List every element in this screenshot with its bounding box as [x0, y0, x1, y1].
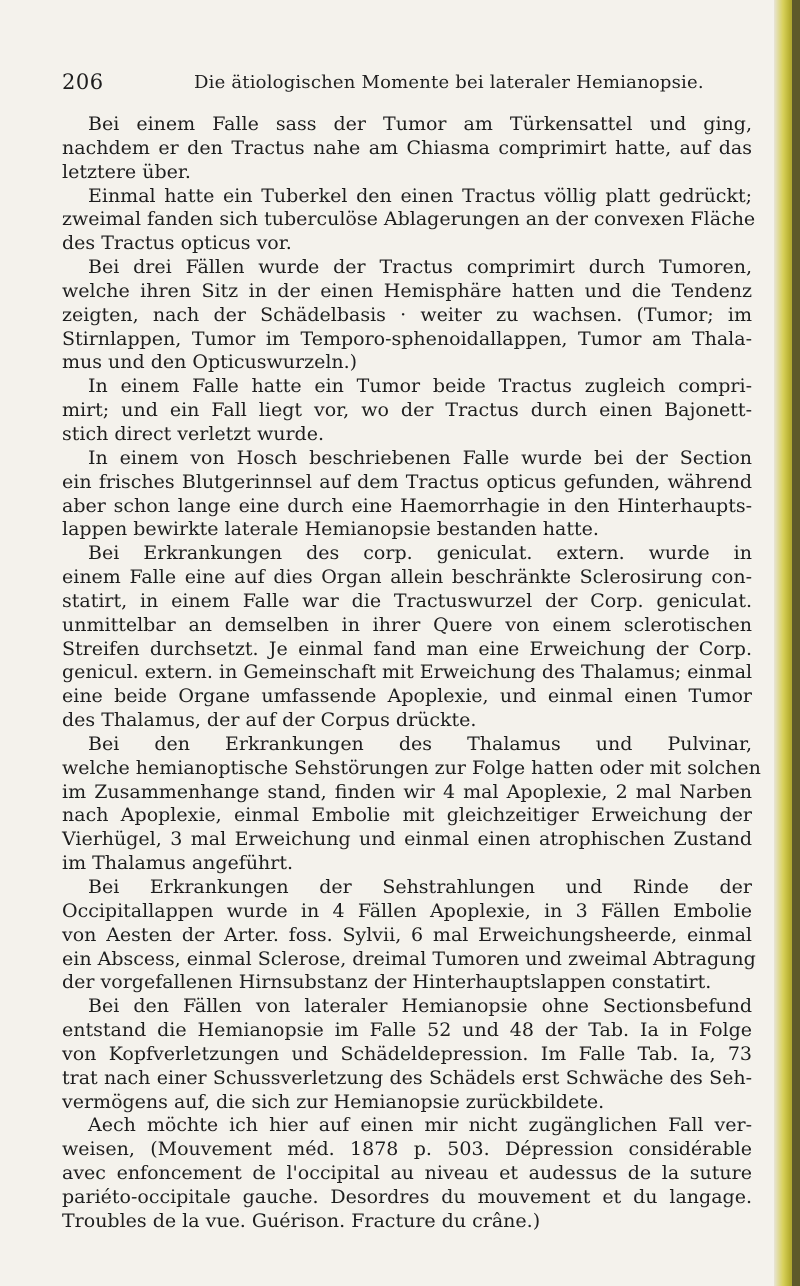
text-line: von Aesten der Arter. foss. Sylvii, 6 mal Erweichungsheerde, einmal: [62, 923, 752, 946]
text-line: welche ihren Sitz in der einen Hemisphäre hatten und die Tendenz: [62, 279, 752, 302]
text-line: ein Abscess, einmal Sclerose, dreimal Tumoren und zweimal Abtragung: [62, 947, 756, 970]
text-line: mus und den Opticuswurzeln.): [62, 351, 358, 374]
text-line: nachdem er den Tractus nahe am Chiasma comprimirt hatte, auf das: [62, 136, 752, 159]
text-line: nach Apoplexie, einmal Embolie mit gleichzeitiger Erweichung der: [62, 804, 752, 827]
text-line: letztere über.: [62, 160, 191, 183]
text-line: des Tractus opticus vor.: [62, 232, 292, 255]
page-header: [62, 70, 752, 100]
text-line: pariéto-occipitale gauche. Desordres du mouvement et du langage.: [62, 1185, 752, 1208]
text-line: Stirnlappen, Tumor im Temporo-sphenoidallappen, Tumor am Thala-: [62, 327, 752, 350]
text-line: entstand die Hemianopsie im Falle 52 und 48 der Tab. Ia in Folge: [62, 1019, 752, 1042]
text-line: Bei den Fällen von lateraler Hemianopsie ohne Sectionsbefund: [88, 995, 752, 1018]
text-line: von Kopfverletzungen und Schädeldepression. Im Falle Tab. Ia, 73: [62, 1042, 752, 1065]
text-line: ein frisches Blutgerinnsel auf dem Tractus opticus gefunden, während: [62, 470, 752, 493]
running-title: Die ätiologischen Momente bei lateraler Hemianopsie.: [194, 72, 704, 93]
text-line: In einem Falle hatte ein Tumor beide Tractus zugleich compri-: [88, 375, 752, 398]
text-line: aber schon lange eine durch eine Haemorrhagie in den Hinterhaupts-: [62, 494, 752, 517]
text-line: statirt, in einem Falle war die Tractuswurzel der Corp. geniculat.: [62, 589, 752, 612]
text-line: im Zusammenhange stand, finden wir 4 mal Apoplexie, 2 mal Narben: [62, 780, 752, 803]
body-text: [62, 113, 761, 1234]
text-line: Troubles de la vue. Guérison. Fracture du crâne.): [62, 1209, 541, 1232]
text-line: Bei Erkrankungen der Sehstrahlungen und Rinde der: [88, 876, 752, 898]
text-line: weisen, (Mouvement méd. 1878 p. 503. Dépression considérable: [62, 1138, 752, 1161]
text-line: eine beide Organe umfassende Apoplexie, und einmal einen Tumor: [62, 685, 752, 708]
text-line: welche hemianoptische Sehstörungen zur Folge hatten oder mit solchen: [62, 756, 761, 779]
text-line: trat nach einer Schussverletzung des Schädels erst Schwäche des Seh-: [62, 1066, 752, 1089]
text-line: Bei einem Falle sass der Tumor am Türkensattel und ging,: [88, 113, 752, 135]
text-line: stich direct verletzt wurde.: [62, 422, 324, 445]
text-line: zeigten, nach der Schädelbasis · weiter zu wachsen. (Tumor; im: [62, 303, 752, 326]
text-line: In einem von Hosch beschriebenen Falle wurde bei der Section: [88, 446, 752, 469]
page-number: 206: [62, 70, 104, 94]
text-line: Streifen durchsetzt. Je einmal fand man eine Erweichung der Corp.: [62, 637, 752, 660]
text-line: vermögens auf, die sich zur Hemianopsie zurückbildete.: [62, 1090, 605, 1113]
page-edge-shadow: [792, 0, 800, 1286]
text-line: lappen bewirkte laterale Hemianopsie bestanden hatte.: [62, 518, 599, 541]
text-line: im Thalamus angeführt.: [62, 852, 294, 875]
text-line: des Thalamus, der auf der Corpus drückte.: [62, 709, 477, 732]
text-line: zweimal fanden sich tuberculöse Ablagerungen an der convexen Fläche: [62, 208, 756, 231]
text-line: Occipitallappen wurde in 4 Fällen Apoplexie, in 3 Fällen Embolie: [62, 899, 752, 922]
text-line: Vierhügel, 3 mal Erweichung und einmal einen atrophischen Zustand: [62, 828, 752, 851]
text-line: Bei drei Fällen wurde der Tractus comprimirt durch Tumoren,: [88, 256, 752, 279]
text-line: genicul. extern. in Gemeinschaft mit Erweichung des Thalamus; einmal: [62, 661, 753, 684]
text-line: avec enfoncement de l'occipital au niveau et audessus de la suture: [62, 1162, 752, 1185]
text-line: einem Falle eine auf dies Organ allein beschränkte Sclerosirung con-: [62, 566, 752, 589]
text-line: der vorgefallenen Hirnsubstanz der Hinterhauptslappen constatirt.: [62, 971, 712, 994]
text-line: Einmal hatte ein Tuberkel den einen Tractus völlig platt gedrückt;: [88, 184, 752, 207]
text-line: Bei Erkrankungen des corp. geniculat. extern. wurde in: [88, 542, 752, 565]
text-line: Bei den Erkrankungen des Thalamus und Pulvinar,: [88, 732, 752, 755]
text-line: Aech möchte ich hier auf einen mir nicht zugänglichen Fall ver-: [88, 1114, 752, 1137]
text-line: unmittelbar an demselben in ihrer Quere von einem sclerotischen: [62, 613, 752, 636]
text-line: mirt; und ein Fall liegt vor, wo der Tractus durch einen Bajonett-: [62, 399, 752, 422]
